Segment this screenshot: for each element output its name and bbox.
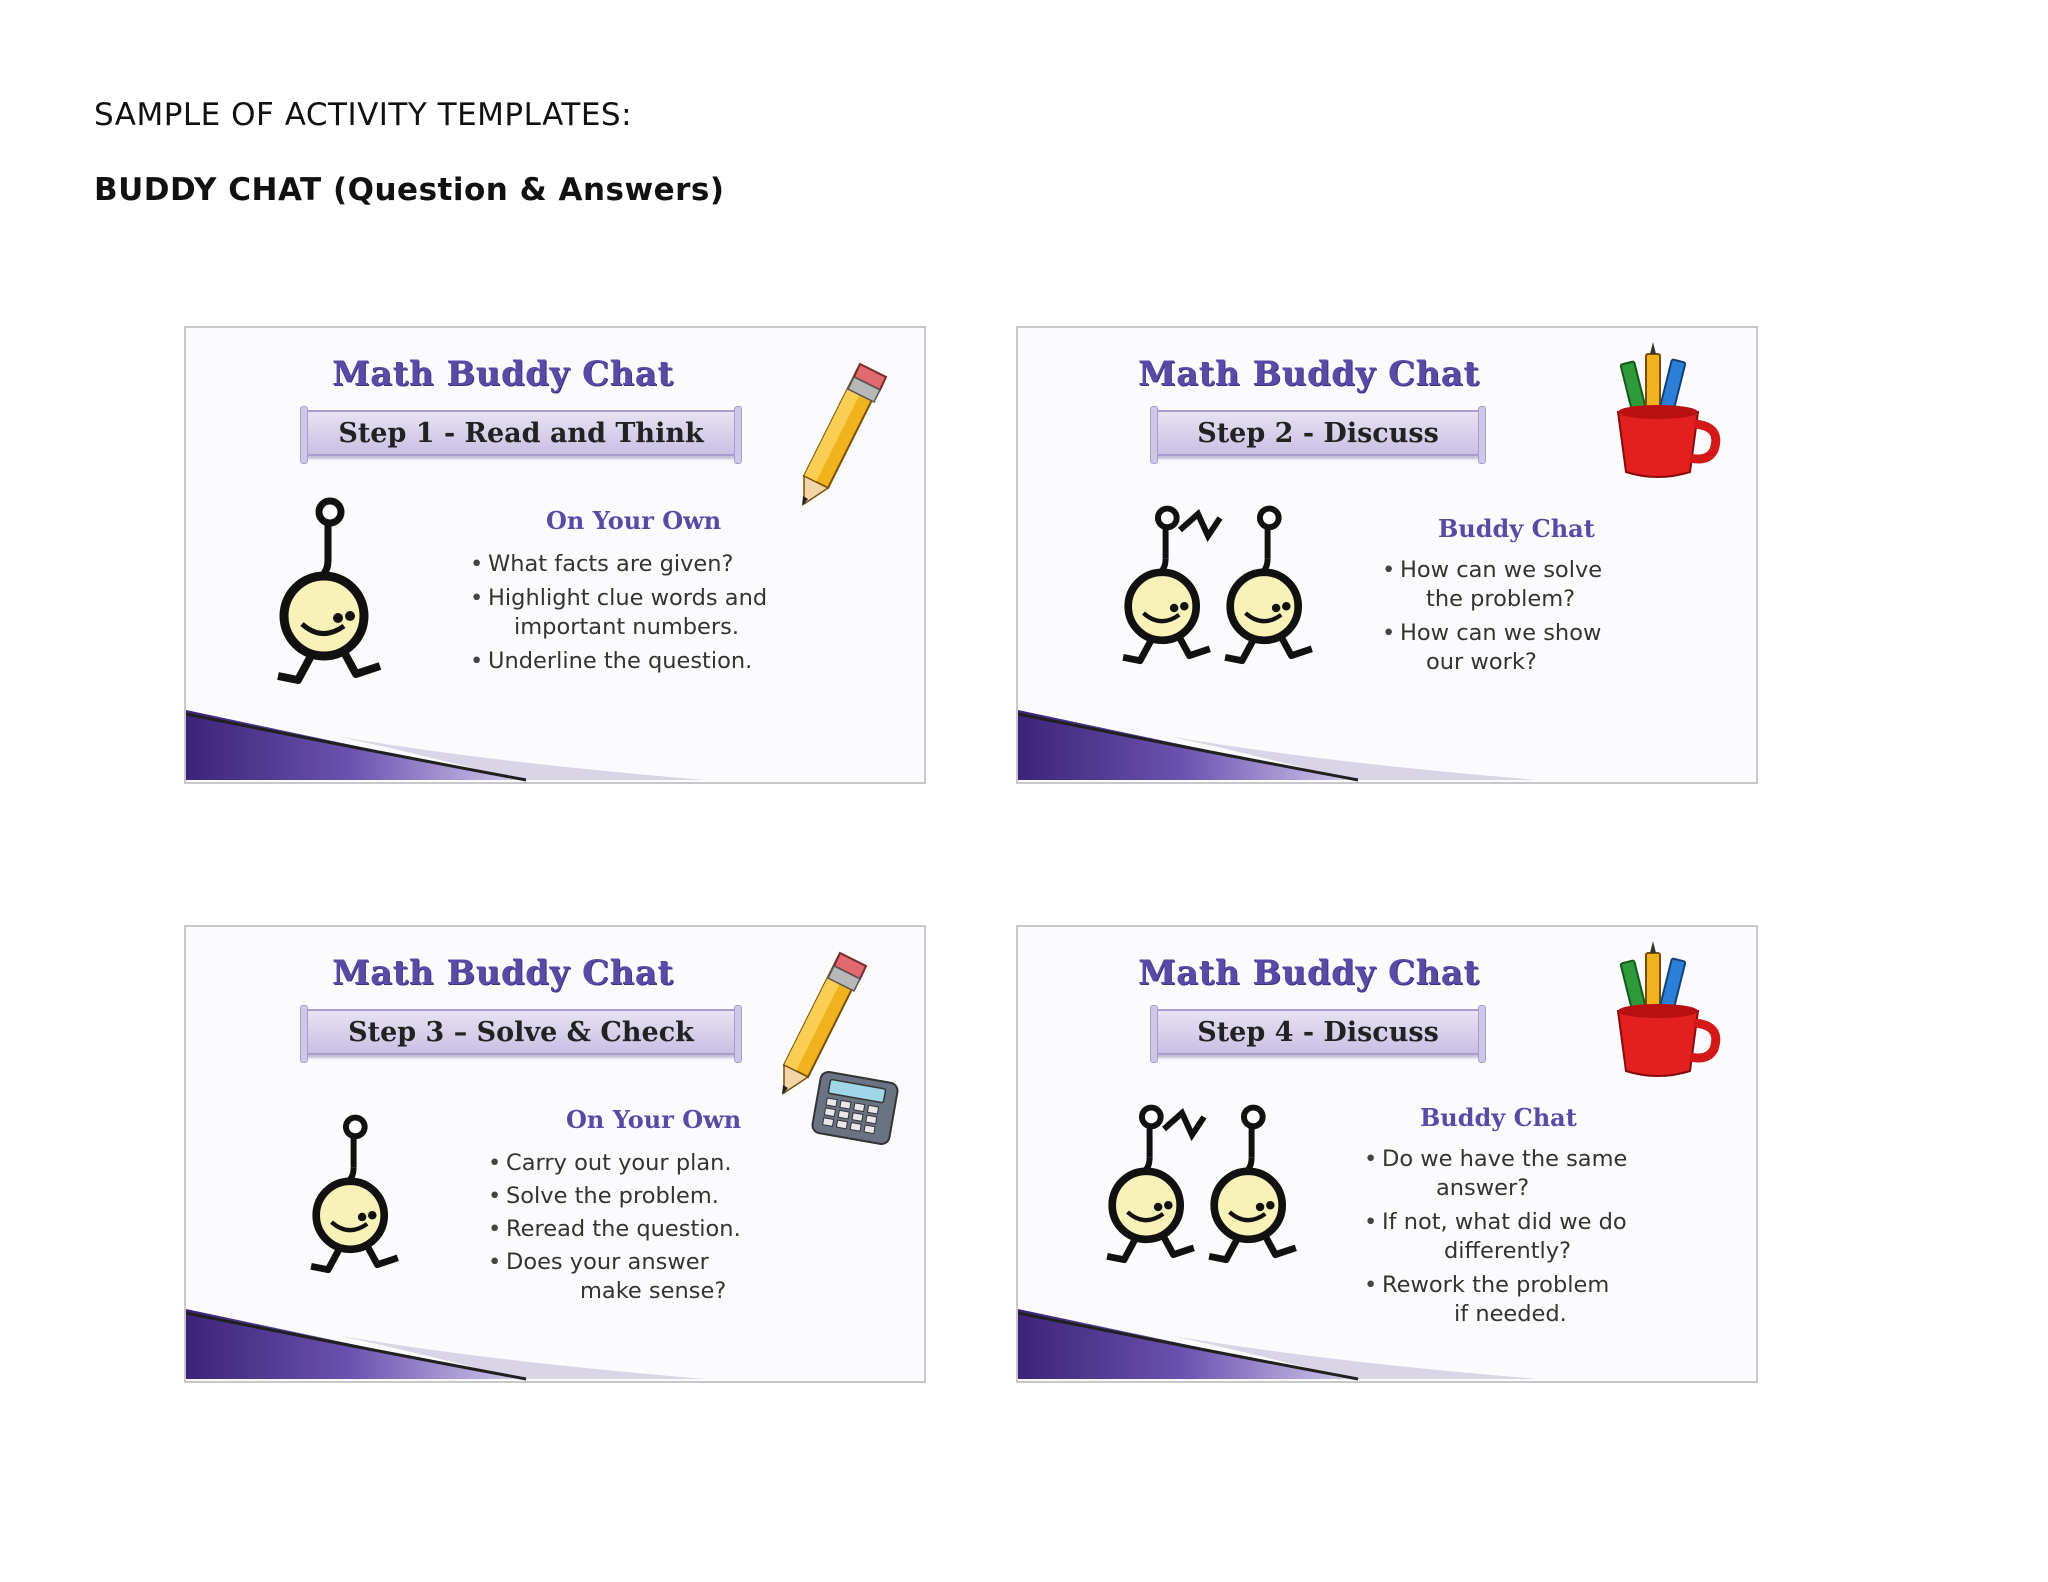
step-label: Step 2 - Discuss <box>1197 417 1439 449</box>
document-heading: SAMPLE OF ACTIVITY TEMPLATES: <box>94 97 633 133</box>
slide-subhead: Buddy Chat <box>1420 1103 1577 1132</box>
list-item: • Reread the question. <box>486 1215 886 1244</box>
step-banner <box>1154 1009 1482 1055</box>
slide-title: Math Buddy Chat <box>332 953 674 993</box>
decorative-swoosh <box>1018 710 1758 782</box>
step-banner <box>1154 410 1482 456</box>
bullet-list <box>468 550 898 681</box>
slide-step-1 <box>184 326 926 784</box>
slide-title: Math Buddy Chat <box>1138 354 1480 394</box>
step-label: Step 1 - Read and Think <box>338 417 704 449</box>
document-subheading: BUDDY CHAT (Question & Answers) <box>94 172 725 208</box>
decorative-swoosh <box>186 1309 926 1381</box>
decorative-swoosh <box>186 710 926 782</box>
slide-subhead: On Your Own <box>546 506 722 535</box>
slide-step-4 <box>1016 925 1758 1383</box>
list-item: • Do we have the same answer? <box>1362 1145 1742 1203</box>
step-banner <box>304 1009 738 1055</box>
list-item: • Highlight clue words and important numbers. <box>468 584 898 642</box>
step-label: Step 4 - Discuss <box>1197 1016 1439 1048</box>
list-item: • Carry out your plan. <box>486 1149 886 1178</box>
step-banner <box>304 410 738 456</box>
pencil-cup-icon <box>1614 354 1724 484</box>
list-item: • How can we solve the problem? <box>1380 556 1720 614</box>
pencil-cup-icon <box>1614 953 1724 1083</box>
single-buddy-icon <box>272 498 402 688</box>
slide-title: Math Buddy Chat <box>332 354 674 394</box>
step-label: Step 3 – Solve & Check <box>348 1016 694 1048</box>
list-item: • Does your answer make sense? <box>486 1248 886 1306</box>
list-item: • How can we show our work? <box>1380 619 1720 677</box>
slide-title: Math Buddy Chat <box>1138 953 1480 993</box>
two-buddies-icon <box>1118 506 1348 696</box>
bullet-list <box>1362 1145 1742 1334</box>
calculator-icon <box>816 1077 906 1157</box>
list-item: • Rework the problem if needed. <box>1362 1271 1742 1329</box>
list-item: • What facts are given? <box>468 550 898 579</box>
bullet-list <box>1380 556 1720 682</box>
list-item: • Underline the question. <box>468 647 898 676</box>
pencil-icon <box>800 368 890 508</box>
list-item: • If not, what did we do differently? <box>1362 1208 1742 1266</box>
bullet-list <box>486 1149 886 1311</box>
list-item: • Solve the problem. <box>486 1182 886 1211</box>
two-buddies-icon <box>1102 1105 1332 1295</box>
slide-subhead: Buddy Chat <box>1438 514 1595 543</box>
slide-step-2 <box>1016 326 1758 784</box>
slide-subhead: On Your Own <box>566 1105 742 1134</box>
slide-step-3 <box>184 925 926 1383</box>
decorative-swoosh <box>1018 1309 1758 1381</box>
single-buddy-icon <box>306 1115 436 1305</box>
